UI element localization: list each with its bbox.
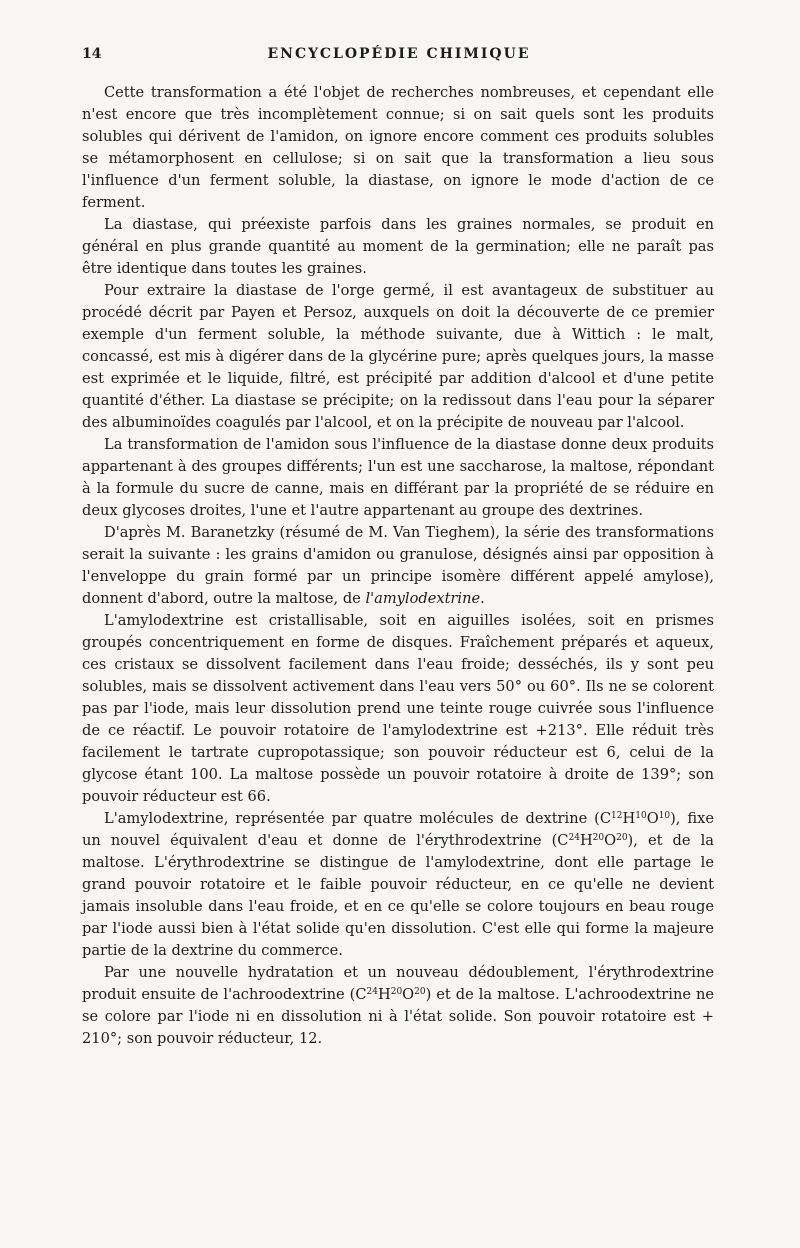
paragraph <box>82 962 714 1050</box>
formula-subscript: 20 <box>616 833 628 843</box>
formula-subscript: 24 <box>568 833 580 843</box>
paragraph <box>82 808 714 962</box>
paragraph-text: . <box>480 590 485 607</box>
paragraph-text: D'après M. Baranetzky (résumé de M. Van Tieghem), la série des transformations serait la suivante : les grains d'amidon ou granulose, désignés ainsi par opposition à l'enveloppe du grain formé par un principe isomère différent appelé amylose), donnent d'abord, outre la maltose, de <box>82 524 714 607</box>
term-amylodextrine: l'amylodextrine <box>365 590 481 607</box>
formula-subscript: 20 <box>390 987 403 997</box>
page-header <box>82 46 716 68</box>
paragraph: Pour extraire la diastase de l'orge germé, il est avantageux de substituer au procédé décrit par Payen et Persoz, auxquels on doit la découverte de ce premier exemple d'un ferment soluble, la méthode suivante, due à Wittich : le malt, concassé, est mis à digérer dans de la glycérine pure; après quelques jours, la masse est exprimée et le liquide, filtré, est précipité par addition d'alcool et d'une petite quantité d'éther. La diastase se précipite; on la redissout dans l'eau pour la séparer des albuminoïdes coagulés par l'alcool, et on la précipite de nouveau par l'alcool. <box>82 282 714 431</box>
body-text <box>82 82 714 1050</box>
formula-subscript: 20 <box>592 833 605 843</box>
formula-subscript: 12 <box>611 811 623 821</box>
paragraph <box>82 522 714 610</box>
paragraph-text: ) et de la maltose. L'achroodextrine ne se colore par l'iode ni en dissolution ni à l'état solide. Son pouvoir rotatoire est + 210°; son pouvoir réducteur, 12. <box>82 986 715 1047</box>
paragraph-text: H <box>377 986 391 1003</box>
paragraph-text: H <box>622 810 636 827</box>
formula-subscript: 20 <box>414 987 426 997</box>
page-number: 14 <box>82 46 102 62</box>
paragraph: L'amylodextrine est cristallisable, soit en aiguilles isolées, soit en prismes groupés concentriquement en forme de disques. Fraîchement préparés et aqueux, ces cristaux se dissolvent facilement dans l'eau froide; desséchés, ils y sont peu solubles, mais se dissolvent activement dans l'eau vers 50° ou 60°. Ils ne se colorent pas par l'iode, mais leur dissolution prend une teinte rouge cuivrée sous l'influence de ce réactif. Le pouvoir rotatoire de l'amylodextrine est +213°. Elle réduit très facilement le tartrate cupropotassique; son pouvoir réducteur est 6, celui de la glycose étant 100. La maltose possède un pouvoir rotatoire à droite de 139°; son pouvoir réducteur est 66. <box>82 612 714 805</box>
paragraph-text: O <box>402 986 415 1003</box>
running-title: ENCYCLOPÉDIE CHIMIQUE <box>267 46 531 62</box>
paragraph-text: ), et de la maltose. L'érythrodextrine se distingue de l'amylodextrine, dont elle partage le grand pouvoir rotatoire et le faible pouvoir réducteur, en ce qu'elle ne devient jamais insoluble dans l'eau froide, et en ce qu'elle se colore toujours en beau rouge par l'iode aussi bien à l'état solide qu'en dissolution. C'est elle qui forme la majeure partie de la dextrine du commerce. <box>82 832 714 959</box>
paragraph-text: H <box>579 832 593 849</box>
paragraph: La diastase, qui préexiste parfois dans les graines normales, se produit en général en plus grande quantité au moment de la germination; elle ne paraît pas être identique dans toutes les graines. <box>82 216 714 277</box>
paragraph-text: O <box>604 832 617 849</box>
paragraph: La transformation de l'amidon sous l'influence de la diastase donne deux produits appartenant à des groupes différents; l'un est une saccharose, la maltose, répondant à la formule du sucre de canne, mais en différant par la propriété de se réduire en deux glycoses droites, l'une et l'autre appartenant au groupe des dextrines. <box>82 436 714 519</box>
paragraph-text: O <box>646 810 659 827</box>
paragraph-text: L'amylodextrine, représentée par quatre molécules de dextrine (C <box>104 810 612 827</box>
paragraph-text: Par une nouvelle hydratation et un nouveau dédoublement, l'érythrodextrine produit ensuite de l'achroodextrine (C <box>82 964 714 1003</box>
paragraph-text: ), fixe un nouvel équivalent d'eau et donne de l'érythrodextrine (C <box>82 810 714 849</box>
formula-subscript: 10 <box>635 811 647 821</box>
formula-subscript: 10 <box>658 811 671 821</box>
formula-subscript: 24 <box>366 987 378 997</box>
paragraph: Cette transformation a été l'objet de recherches nombreuses, et cependant elle n'est encore que très incomplètement connue; si on sait quels sont les produits solubles qui dérivent de l'amidon, on ignore encore comment ces produits solubles se métamorphosent en cellulose; si on sait que la transformation a lieu sous l'influence d'un ferment soluble, la diastase, on ignore le mode d'action de ce ferment. <box>82 84 714 211</box>
